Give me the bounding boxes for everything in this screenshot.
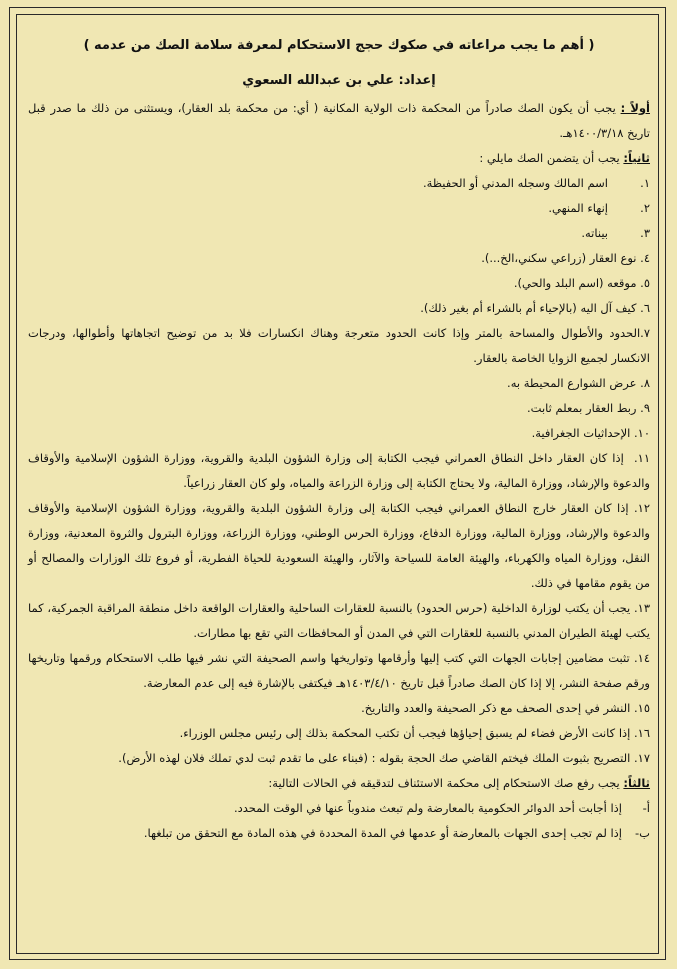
list-item: ١٧. التصريح بثبوت الملك فيختم القاضي صك الحجة بقوله : (فبناء على ما تقدم ثبت لدي تملك فلان لهذه الأرض).: [118, 751, 650, 765]
section-3-intro: يجب رفع صك الاستحكام إلى محكمة الاستئناف لتدقيقه في الحالات التالية:: [268, 776, 620, 790]
section-2-heading: ثانياً:: [623, 151, 650, 165]
section-1-text: يجب أن يكون الصك صادراً من المحكمة ذات الولاية المكانية ( أي: من محكمة بلد العقار)، ويستثنى من ذلك ما صدر قبل تاريخ ١٤٠٠/٣/١٨هـ.: [28, 101, 650, 140]
list-item: ١١. إذا كان العقار داخل النطاق العمراني فيجب الكتابة إلى وزارة الشؤون البلدية والقروية، ووزارة الشؤون الإسلامية والأوقاف والدعوة والإرشاد، ووزارة المالية، ولا يحتاج الكتابة إلى وزارة الزراعة والمياه، ولو كان العقار زراعياً.: [28, 451, 650, 490]
list-item: ٤. نوع العقار (زراعي سكني،الخ...).: [481, 251, 650, 265]
list-item: ١.اسم المالك وسجله المدني أو الحفيظة.: [423, 176, 650, 190]
document-title: ( أهم ما يجب مراعاته في صكوك حجج الاستحكام لمعرفة سلامة الصك من عدمه ): [83, 38, 595, 53]
list-item: ١٢. إذا كان العقار خارج النطاق العمراني فيجب الكتابة إلى وزارة الشؤون البلدية والقروية، ووزارة الشؤون الإسلامية والأوقاف والدعوة والإرشاد، ووزارة المالية، ووزارة الدفاع، ووزارة الحرس الوطني، ووزارة الزراعة، ووزارة البترول والثروة المعدنية، ووزارة النقل، ووزارة المياه والكهرباء، والهيئة العامة للسياحة والآثار، والهيئة السعودية للحياة الفطرية، أو فروع تلك الوزارات والمصالح أو من يقوم مقامها في ذلك.: [28, 501, 651, 590]
list-item: ٩. ربط العقار بمعلم ثابت.: [527, 401, 650, 415]
list-item: ١٦. إذا كانت الأرض فضاء لم يسبق إحياؤها فيجب أن تكتب المحكمة بذلك إلى رئيس مجلس الوزراء.: [179, 726, 650, 740]
list-item: ٧.الحدود والأطوال والمساحة بالمتر وإذا كانت الحدود متعرجة وهناك انكسارات فلا بد من توضيح اتجاهاتها وأطوالها، ودرجات الانكسار لجميع الزوايا الخاصة بالعقار.: [28, 326, 650, 365]
document-body: [28, 38, 650, 846]
section-3-intro-line: [28, 771, 650, 796]
list-item: ٨. عرض الشوارع المحيطة به.: [507, 376, 650, 390]
section-2-intro-line: [28, 146, 650, 171]
author-line: إعداد: علي بن عبدالله السعوي: [242, 73, 436, 88]
section-1: [28, 96, 650, 146]
section-3-heading: ثالثاً:: [623, 776, 650, 790]
list-item: ب-إذا لم تجب إحدى الجهات بالمعارضة أو عدمها في المدة المحددة في هذه المادة مع التحقق من تبلغها.: [143, 826, 650, 840]
list-item: أ-إذا أجابت أحد الدوائر الحكومية بالمعارضة ولم تبعث مندوباً عنها في الوقت المحدد.: [233, 801, 650, 815]
list-item: ٣.بيناته.: [581, 226, 650, 240]
list-item: ١٠. الإحداثيات الجغرافية.: [531, 426, 650, 440]
list-item: ٥. موقعه (اسم البلد والحي).: [513, 276, 650, 290]
list-item: ١٤. تثبت مضامين إجابات الجهات التي كتب إليها وأرقامها وتواريخها واسم الصحيفة التي نشر فيها طلب الاستحكام ورقمها وتاريخها ورقم صفحة النشر، إلا إذا كان الصك صادراً قبل تاريخ ١٤٠٣/٤/١٠هـ فيكتفى بالإشارة فيه إلى عدم المعارضة.: [28, 651, 650, 690]
list-item: ٦. كيف آل اليه (بالإحياء أم بالشراء أم بغير ذلك).: [420, 301, 650, 315]
section-2-intro: يجب أن يتضمن الصك مايلي :: [479, 151, 620, 165]
list-item: ١٣. يجب أن يكتب لوزارة الداخلية (حرس الحدود) بالنسبة للعقارات الساحلية والعقارات الواقعة داخل منطقة المراقبة الجمركية، كما يكتب لهيئة الطيران المدني بالنسبة للعقارات التي في المدن أو المحافظات التي تقع بها مطارات.: [28, 601, 650, 640]
section-1-heading: أولاً :: [620, 101, 650, 115]
list-item: ٢.إنهاء المنهي.: [548, 201, 650, 215]
list-item: ١٥. النشر في إحدى الصحف مع ذكر الصحيفة والعدد والتاريخ.: [361, 701, 650, 715]
